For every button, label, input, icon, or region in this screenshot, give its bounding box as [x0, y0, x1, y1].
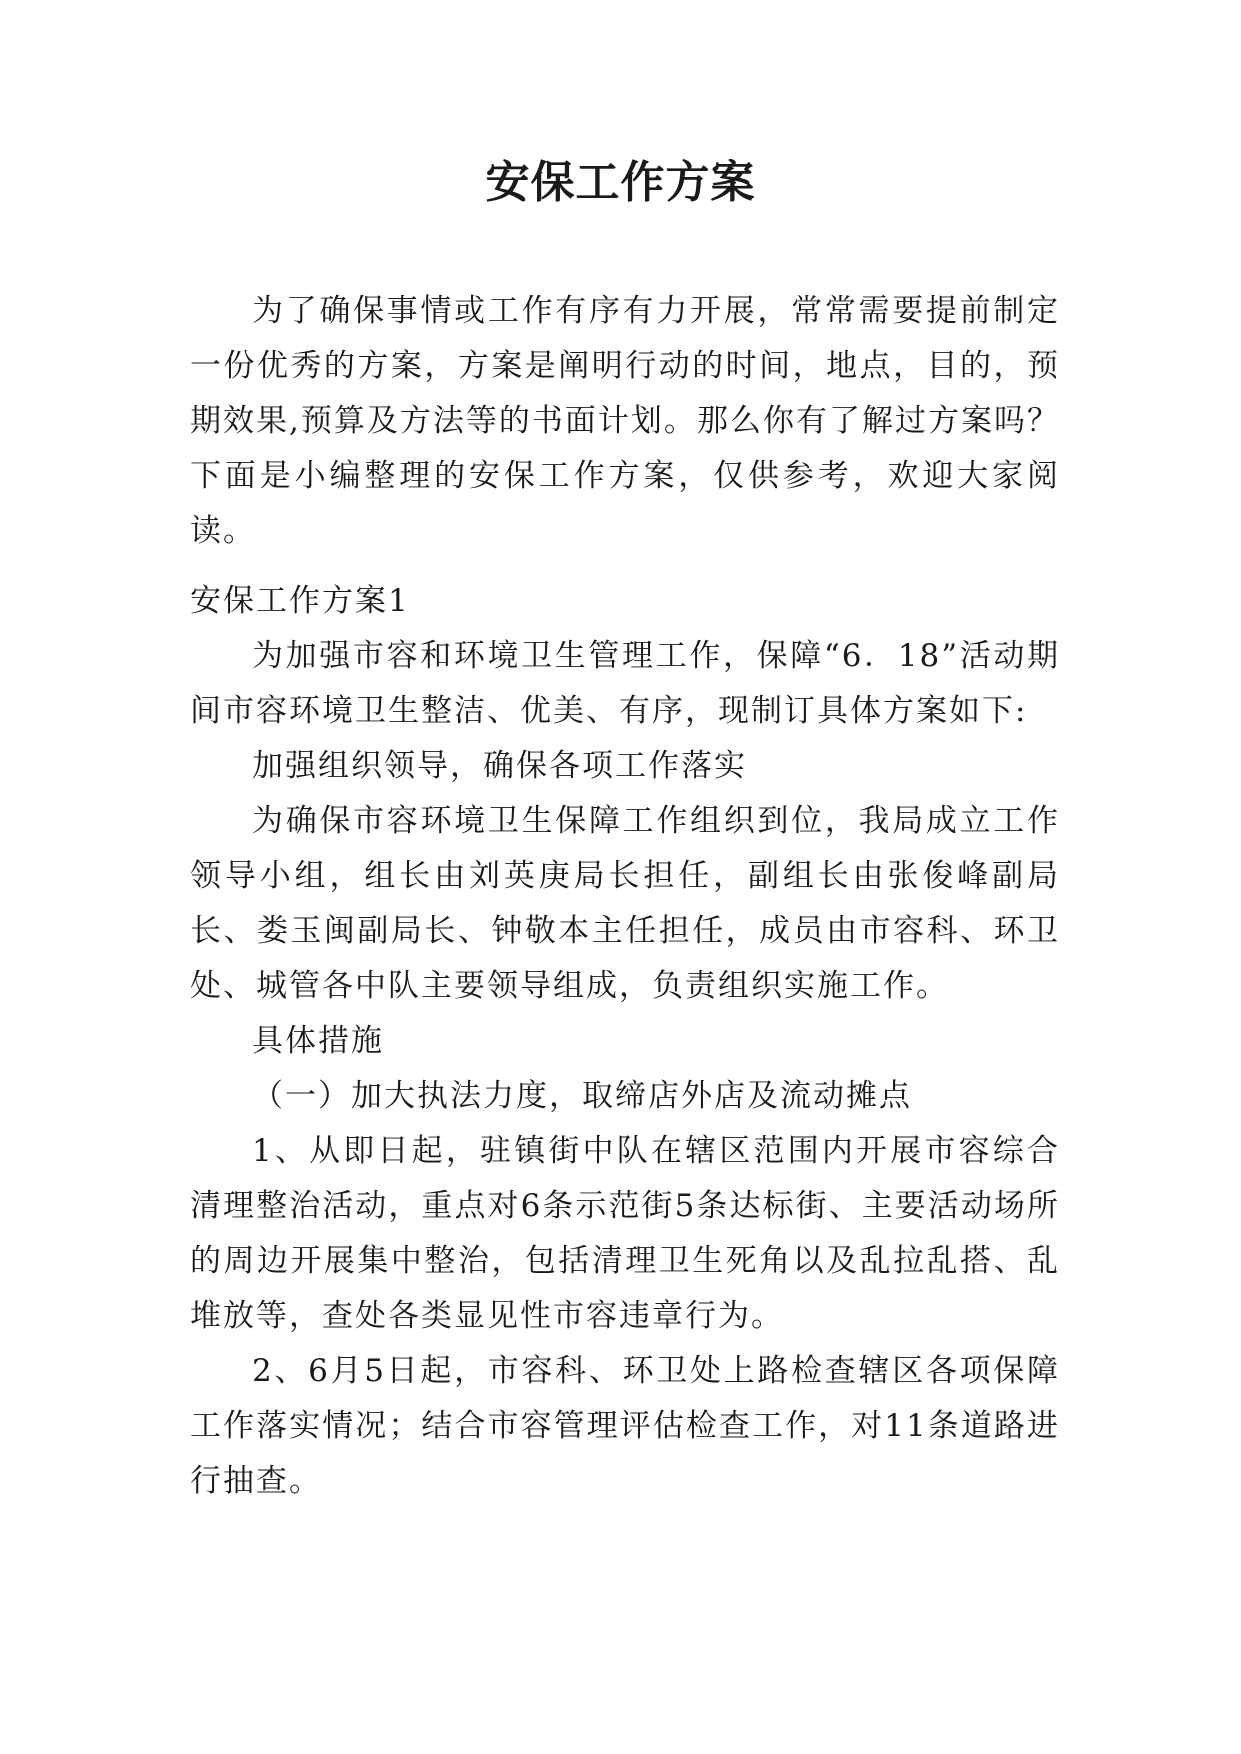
subheading-measures: 具体措施 — [252, 1023, 384, 1059]
section-heading: 安保工作方案1 — [190, 583, 410, 619]
paragraph: 为确保市容环境卫生保障工作组织到位，我局成立工作领导小组，组长由刘英庚局长担任，副组长由张俊峰副局长、娄玉闽副局长、钟敬本主任担任，成员由市容科、环卫处、城管各中队主要领导组成，负责组织实施工作。 — [190, 803, 1060, 1004]
intro-block — [190, 284, 1060, 559]
list-item: 2、6月5日起，市容科、环卫处上路检查辖区各项保障工作落实情况；结合市容管理评估检查工作，对11条道路进行抽查。 — [190, 1353, 1060, 1499]
subheading-enforcement: （一）加大执法力度，取缔店外店及流动摊点 — [252, 1078, 912, 1114]
subheading-organization: 加强组织领导，确保各项工作落实 — [252, 748, 747, 784]
intro-paragraph: 为了确保事情或工作有序有力开展，常常需要提前制定一份优秀的方案，方案是阐明行动的时间，地点，目的，预期效果,预算及方法等的书面计划。那么你有了解过方案吗？下面是小编整理的安保工作方案，仅供参考，欢迎大家阅读。 — [190, 293, 1060, 549]
paragraph: 为加强市容和环境卫生管理工作，保障“6．18”活动期间市容环境卫生整洁、优美、有序，现制订具体方案如下: — [190, 638, 1060, 729]
list-item: 1、从即日起，驻镇街中队在辖区范围内开展市容综合清理整治活动，重点对6条示范街5条达标街、主要活动场所的周边开展集中整治，包括清理卫生死角以及乱拉乱搭、乱堆放等，查处各类显见性市容违章行为。 — [190, 1133, 1060, 1334]
document-title: 安保工作方案 — [485, 157, 756, 208]
section-1 — [190, 574, 1060, 1509]
